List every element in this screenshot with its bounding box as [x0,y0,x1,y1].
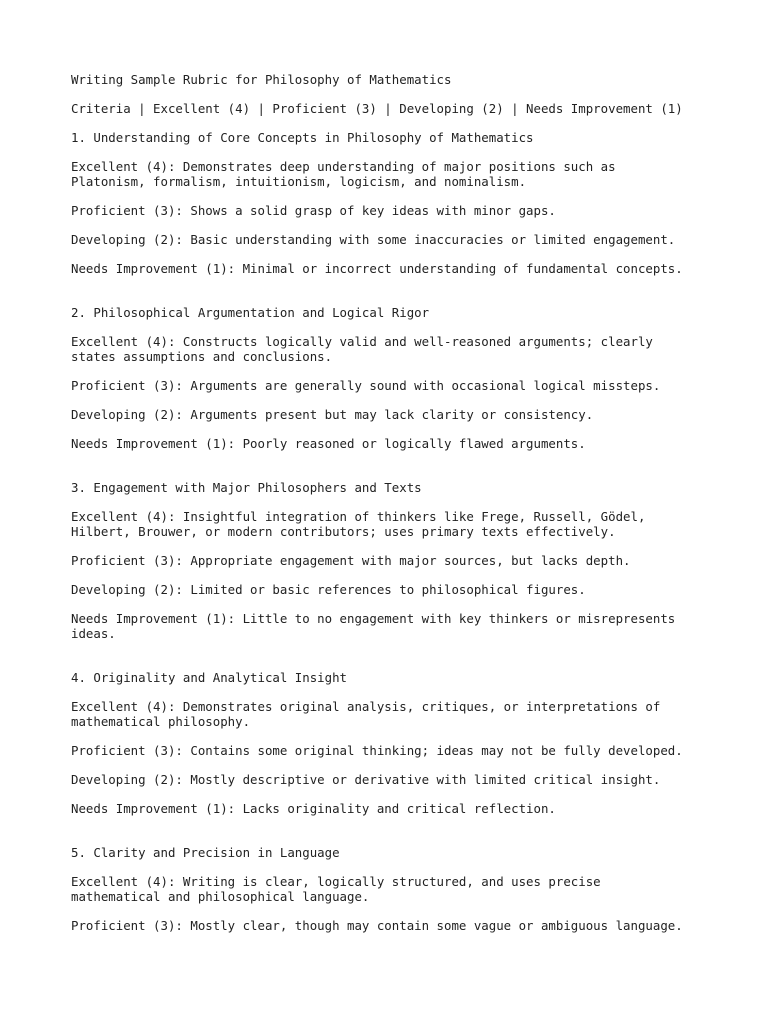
level-proficient: Proficient (3): Appropriate engagement with major sources, but lacks depth. [71,553,631,568]
section-heading: 3. Engagement with Major Philosophers and Texts [71,480,422,495]
section-heading: 1. Understanding of Core Concepts in Philosophy of Mathematics [71,130,534,145]
level-proficient: Proficient (3): Shows a solid grasp of key ideas with minor gaps. [71,203,556,218]
level-developing: Developing (2): Mostly descriptive or derivative with limited critical insight. [71,772,661,787]
document-title: Writing Sample Rubric for Philosophy of Mathematics [71,72,452,87]
level-excellent: Excellent (4): Constructs logically valid and well-reasoned arguments; clearly states assumptions and conclusions. [71,334,653,364]
level-needs-improvement: Needs Improvement (1): Poorly reasoned or logically flawed arguments. [71,436,586,451]
level-proficient: Proficient (3): Mostly clear, though may contain some vague or ambiguous language. [71,918,683,933]
level-developing: Developing (2): Basic understanding with some inaccuracies or limited engagement. [71,232,676,247]
level-needs-improvement: Needs Improvement (1): Little to no engagement with key thinkers or misrepresents ideas. [71,611,676,641]
level-excellent: Excellent (4): Demonstrates deep understanding of major positions such as Platonism, formalism, intuitionism, logicism, and nominalism. [71,159,616,189]
level-excellent: Excellent (4): Writing is clear, logically structured, and uses precise mathematical and philosophical language. [71,874,601,904]
level-needs-improvement: Needs Improvement (1): Lacks originality and critical reflection. [71,801,556,816]
section-heading: 5. Clarity and Precision in Language [71,845,340,860]
level-proficient: Proficient (3): Contains some original thinking; ideas may not be fully developed. [71,743,683,758]
level-developing: Developing (2): Arguments present but may lack clarity or consistency. [71,407,594,422]
level-developing: Developing (2): Limited or basic references to philosophical figures. [71,582,586,597]
rubric-section-2 [71,305,731,451]
section-heading: 2. Philosophical Argumentation and Logical Rigor [71,305,430,320]
criteria-header: Criteria | Excellent (4) | Proficient (3) | Developing (2) | Needs Improvement (1) [71,101,683,116]
level-needs-improvement: Needs Improvement (1): Minimal or incorrect understanding of fundamental concepts. [71,261,683,276]
level-proficient: Proficient (3): Arguments are generally sound with occasional logical missteps. [71,378,661,393]
document-page [71,72,731,933]
level-excellent: Excellent (4): Insightful integration of thinkers like Frege, Russell, Gödel, Hilbert, Brouwer, or modern contributors; uses primary texts effectively. [71,509,646,539]
rubric-section-3 [71,480,731,641]
rubric-section-5 [71,845,731,933]
level-excellent: Excellent (4): Demonstrates original analysis, critiques, or interpretations of mathematical philosophy. [71,699,661,729]
section-heading: 4. Originality and Analytical Insight [71,670,348,685]
rubric-section-1 [71,130,731,276]
rubric-section-4 [71,670,731,816]
